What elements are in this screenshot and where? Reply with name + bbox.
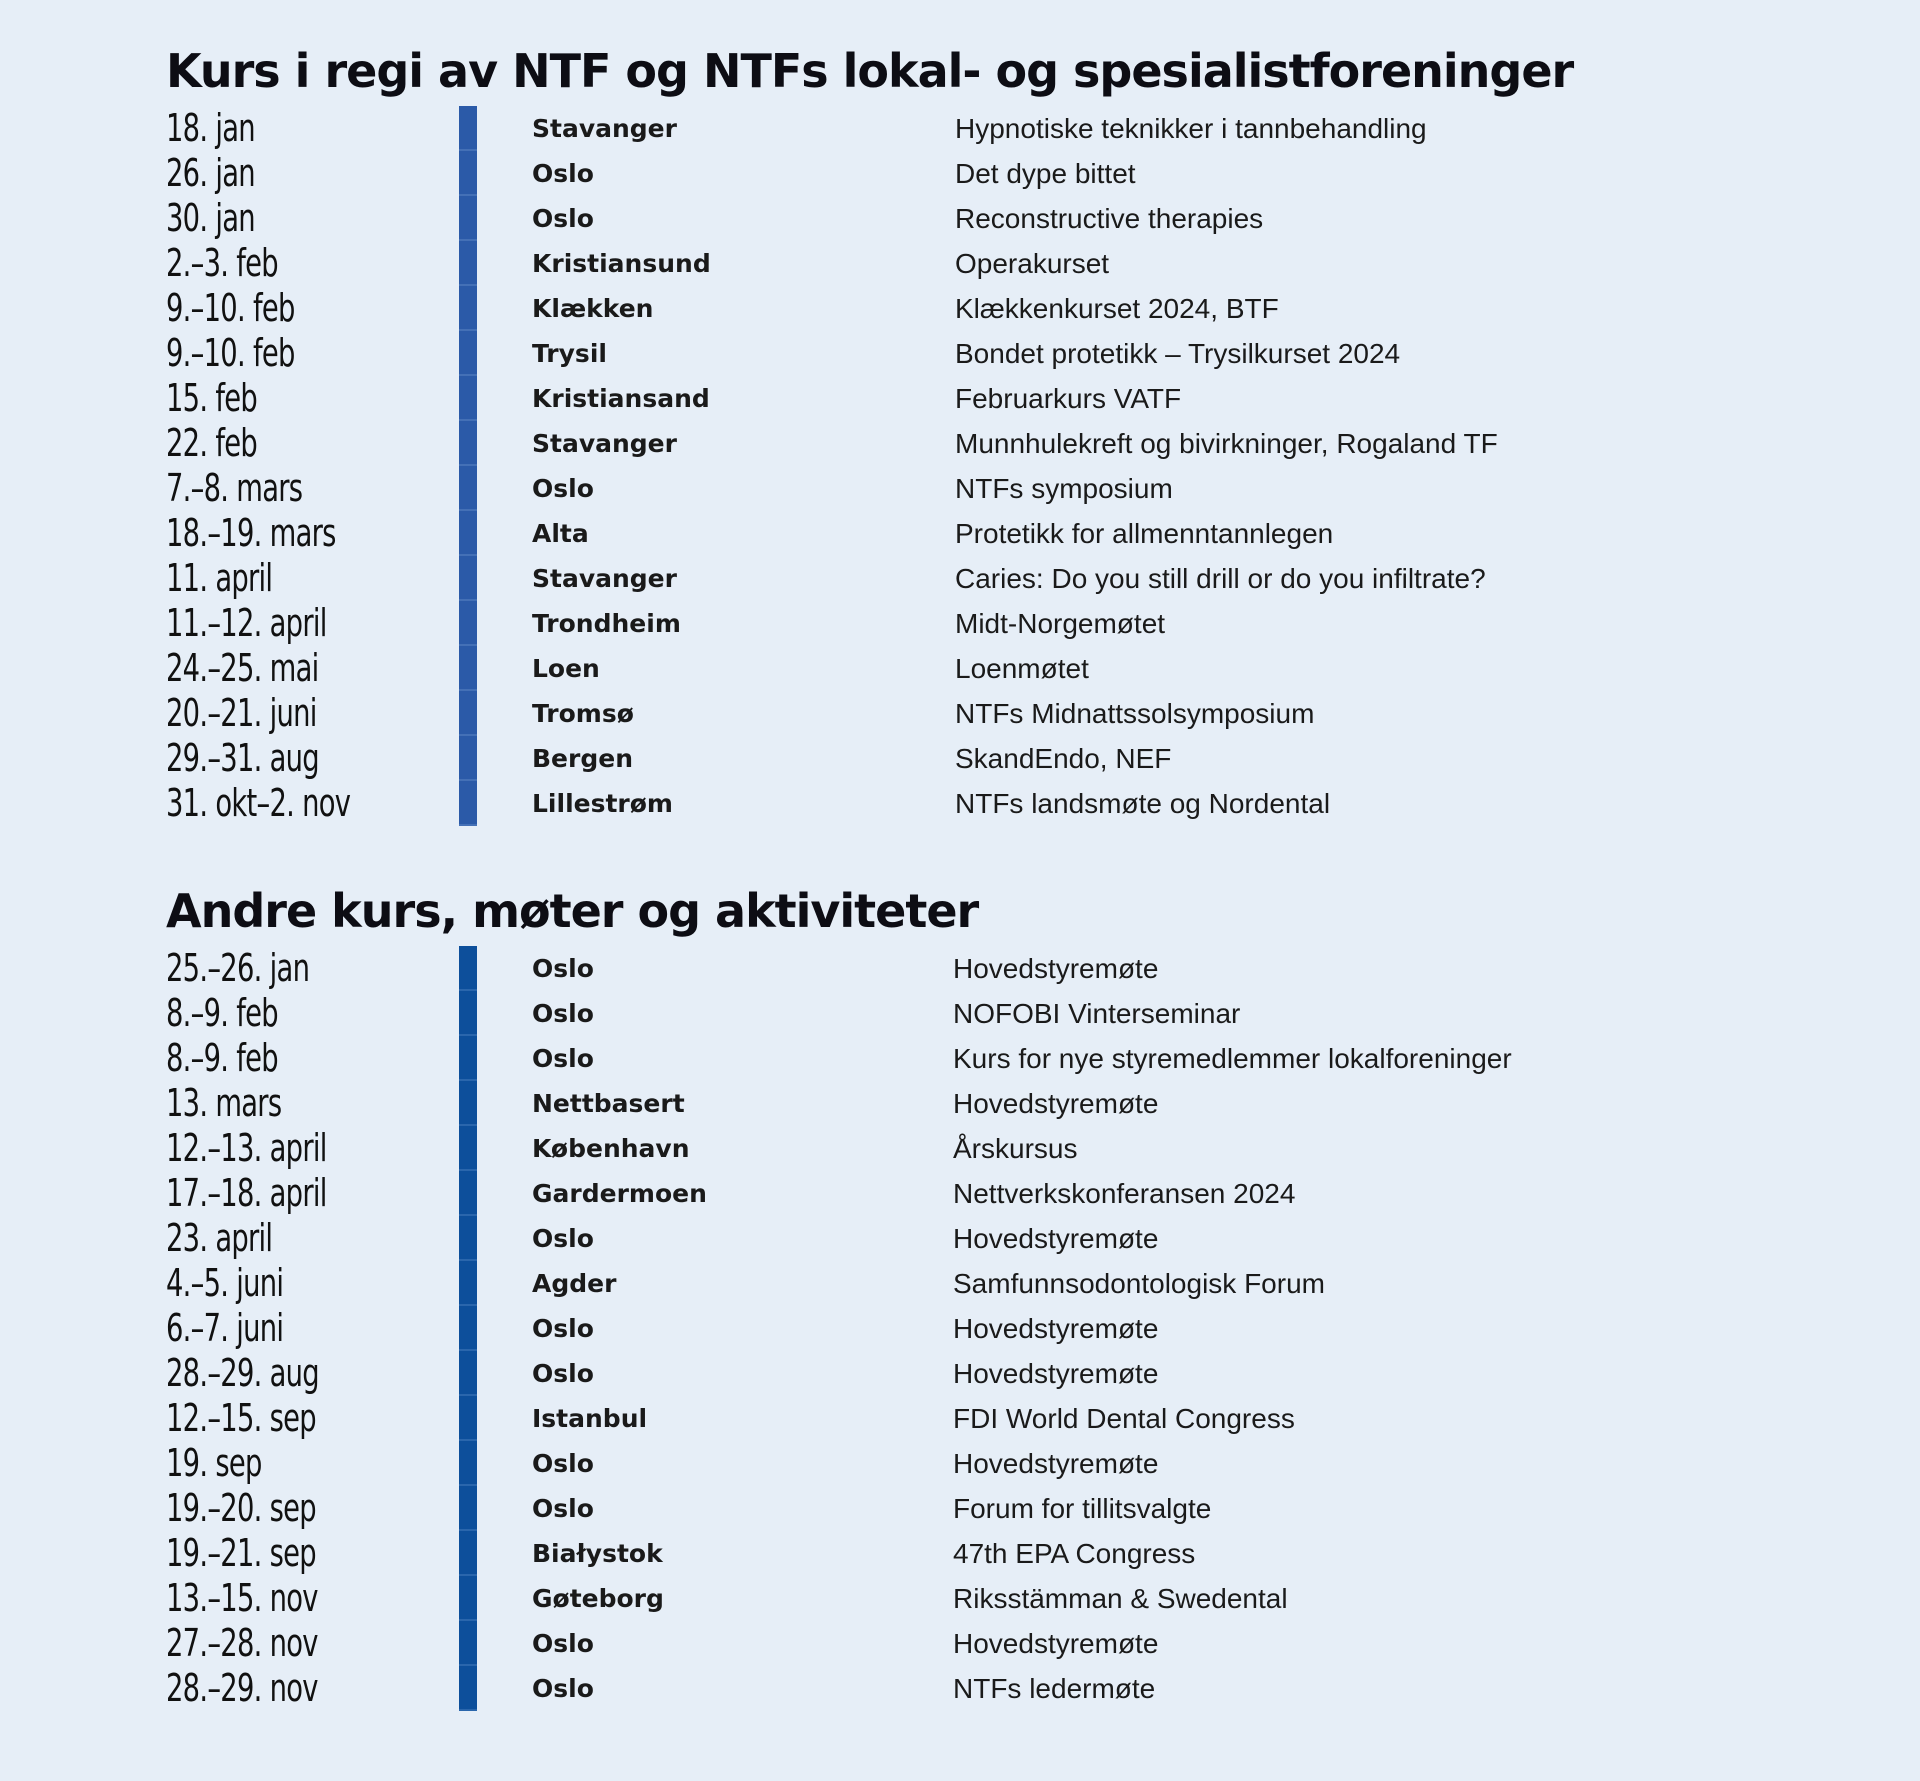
event-date: 4.–5. juni [166,1261,284,1305]
event-date: 11.–12. april [166,601,327,645]
event-date: 19. sep [166,1441,262,1485]
event-row [166,511,1806,556]
event-place: Nettbasert [532,1089,685,1118]
event-date: 27.–28. nov [166,1621,318,1665]
event-date: 18.–19. mars [166,511,336,555]
event-row [166,196,1806,241]
event-row [166,991,1806,1036]
event-place: Alta [532,519,589,548]
event-row [166,691,1806,736]
event-place: København [532,1134,690,1163]
event-row [166,376,1806,421]
event-title: Hovedstyremøte [953,1448,1159,1479]
event-place: Oslo [532,954,594,983]
event-place: Oslo [532,999,594,1028]
event-row [166,286,1806,331]
event-title: Caries: Do you still drill or do you infiltrate? [955,563,1486,594]
event-place: Loen [532,654,600,683]
event-row [166,151,1806,196]
event-row [166,466,1806,511]
event-title: Midt-Norgemøtet [955,608,1166,639]
section-heading: Kurs i regi av NTF og NTFs lokal- og spesialistforeninger [166,44,1574,98]
event-place: Oslo [532,1674,594,1703]
event-row [166,1216,1806,1261]
event-row [166,781,1806,826]
event-list [166,106,1806,826]
event-date: 18. jan [166,106,255,150]
event-row [166,1486,1806,1531]
event-row [166,1351,1806,1396]
event-date: 2.–3. feb [166,241,278,285]
event-place: Gøteborg [532,1584,664,1613]
event-place: Oslo [532,1449,594,1478]
event-place: Kristiansund [532,249,711,278]
event-title: FDI World Dental Congress [953,1403,1295,1434]
event-title: Hovedstyremøte [953,1313,1159,1344]
event-date: 28.–29. nov [166,1666,318,1710]
event-place: Klækken [532,294,654,323]
event-place: Oslo [532,204,594,233]
event-place: Białystok [532,1539,663,1568]
event-title: Hovedstyremøte [953,953,1159,984]
event-place: Istanbul [532,1404,648,1433]
event-title: Munnhulekreft og bivirkninger, Rogaland TF [955,428,1498,459]
event-date: 26. jan [166,151,255,195]
event-title: Hovedstyremøte [953,1628,1159,1659]
event-title: 47th EPA Congress [953,1538,1196,1569]
event-date: 9.–10. feb [166,286,295,330]
event-title: NOFOBI Vinterseminar [953,998,1241,1029]
event-title: Nettverkskonferansen 2024 [953,1178,1296,1209]
event-place: Oslo [532,1629,594,1658]
event-title: Februarkurs VATF [955,383,1182,414]
event-place: Oslo [532,159,594,188]
event-row [166,1261,1806,1306]
event-date: 22. feb [166,421,258,465]
event-row [166,646,1806,691]
event-date: 25.–26. jan [166,946,310,990]
event-place: Stavanger [532,114,677,143]
event-title: Det dype bittet [955,158,1136,189]
event-row [166,241,1806,286]
event-place: Oslo [532,1044,594,1073]
event-title: NTFs Midnattssolsymposium [955,698,1315,729]
event-title: Riksstämman & Swedental [953,1583,1288,1614]
event-place: Oslo [532,474,594,503]
section-ntf-courses [166,40,1806,826]
event-place: Oslo [532,1314,594,1343]
event-place: Trysil [532,339,607,368]
event-row [166,1666,1806,1711]
event-place: Oslo [532,1359,594,1388]
event-title: SkandEndo, NEF [955,743,1172,774]
event-date: 29.–31. aug [166,736,319,780]
event-row [166,421,1806,466]
section-other-activities [166,880,1806,1711]
event-title: NTFs symposium [955,473,1173,504]
event-row [166,736,1806,781]
event-title: Kurs for nye styremedlemmer lokalforeninger [953,1043,1512,1074]
event-date: 13. mars [166,1081,282,1125]
event-row [166,1621,1806,1666]
event-title: Hovedstyremøte [953,1358,1159,1389]
event-place: Oslo [532,1494,594,1523]
event-title: NTFs ledermøte [953,1673,1156,1704]
event-row [166,1081,1806,1126]
event-place: Lillestrøm [532,789,673,818]
event-date: 19.–21. sep [166,1531,316,1575]
event-date: 30. jan [166,196,255,240]
event-date: 15. feb [166,376,258,420]
event-place: Agder [532,1269,617,1298]
event-place: Oslo [532,1224,594,1253]
event-row [166,946,1806,991]
event-place: Trondheim [532,609,681,638]
event-title: Reconstructive therapies [955,203,1264,234]
section-heading: Andre kurs, møter og aktiviteter [166,884,979,938]
event-date: 8.–9. feb [166,991,278,1035]
event-row [166,1036,1806,1081]
event-place: Kristiansand [532,384,710,413]
event-date: 7.–8. mars [166,466,303,510]
event-title: Hovedstyremøte [953,1088,1159,1119]
event-date: 12.–13. april [166,1126,327,1170]
event-date: 20.–21. juni [166,691,317,735]
event-row [166,1126,1806,1171]
event-date: 6.–7. juni [166,1306,284,1350]
event-date: 31. okt–2. nov [166,781,351,825]
event-title: Hypnotiske teknikker i tannbehandling [955,113,1427,144]
event-row [166,1576,1806,1621]
event-date: 19.–20. sep [166,1486,316,1530]
event-title: Klækkenkurset 2024, BTF [955,293,1279,324]
event-list [166,946,1806,1711]
event-title: Protetikk for allmenntannlegen [955,518,1334,549]
event-date: 28.–29. aug [166,1351,319,1395]
event-title: NTFs landsmøte og Nordental [955,788,1331,819]
event-date: 11. april [166,556,273,600]
event-row [166,106,1806,151]
event-date: 8.–9. feb [166,1036,278,1080]
event-row [166,1306,1806,1351]
event-title: Hovedstyremøte [953,1223,1159,1254]
event-date: 24.–25. mai [166,646,319,690]
event-title: Årskursus [953,1133,1078,1164]
event-title: Operakurset [955,248,1110,279]
event-place: Bergen [532,744,633,773]
event-date: 9.–10. feb [166,331,295,375]
event-row [166,601,1806,646]
event-date: 17.–18. april [166,1171,327,1215]
event-date: 13.–15. nov [166,1576,318,1620]
event-place: Stavanger [532,564,677,593]
event-title: Forum for tillitsvalgte [953,1493,1212,1524]
event-row [166,1531,1806,1576]
event-row [166,1396,1806,1441]
event-row [166,1171,1806,1216]
event-place: Gardermoen [532,1179,707,1208]
event-title: Bondet protetikk – Trysilkurset 2024 [955,338,1401,369]
event-place: Stavanger [532,429,677,458]
event-title: Samfunnsodontologisk Forum [953,1268,1325,1299]
event-title: Loenmøtet [955,653,1089,684]
event-row [166,1441,1806,1486]
event-date: 23. april [166,1216,273,1260]
event-row [166,331,1806,376]
event-row [166,556,1806,601]
event-place: Tromsø [532,699,634,728]
event-date: 12.–15. sep [166,1396,316,1440]
